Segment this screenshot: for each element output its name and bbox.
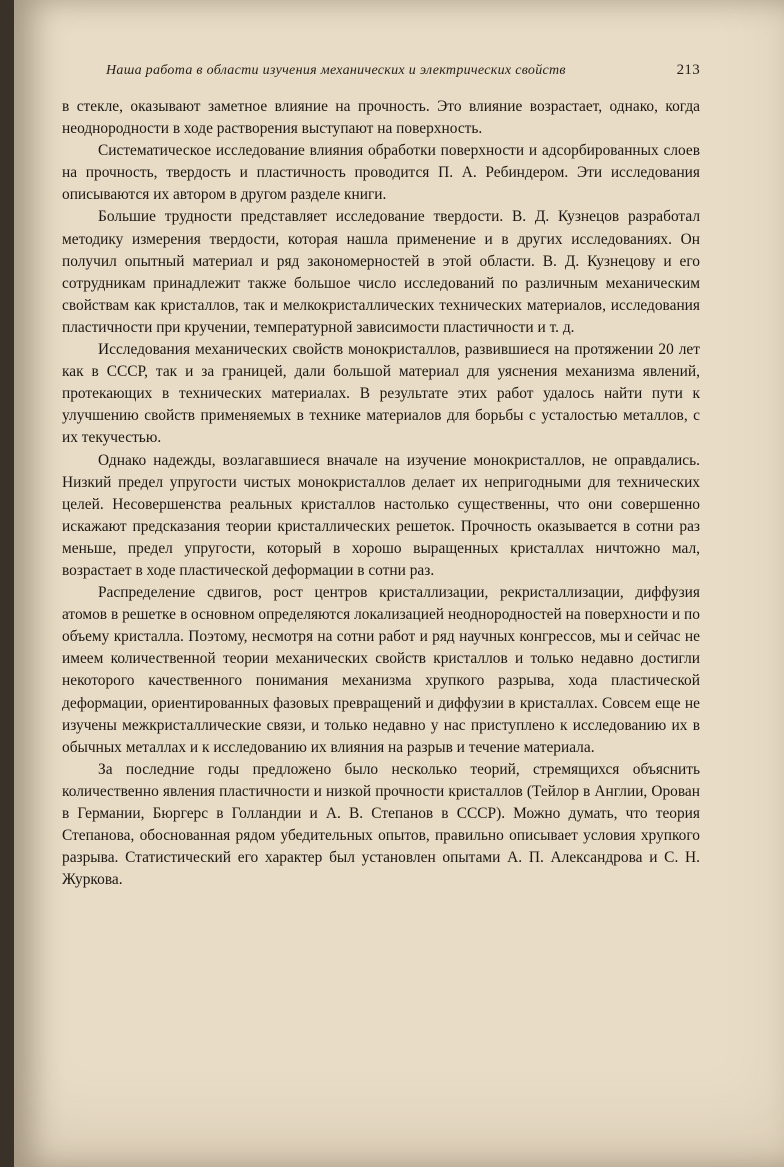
page-number: 213	[676, 62, 700, 78]
running-header	[106, 62, 700, 79]
book-page	[14, 0, 784, 1167]
paragraph: Систематическое исследование влияния обработки поверхности и адсорбированных слоев на прочность, твердость и пластичность проводится П. А. Ребиндером. Эти исследования описываются их автором в другом разделе книги.	[62, 142, 700, 204]
paragraph: Большие трудности представляет исследование твердости. В. Д. Кузнецов разработал методику измерения твердости, которая нашла применение и в других исследованиях. Он получил опытный материал и ряд закономерностей в этой области. В. Д. Кузнецову и его сотрудникам принадлежит также большое число исследований по различным механическим свойствам как кристаллов, так и мелкокристаллических технических материалов, исследования пластичности при кручении, температурной зависимости пластичности и т. д.	[62, 208, 700, 336]
paragraph: Исследования механических свойств монокристаллов, развившиеся на протяжении 20 лет как в СССР, так и за границей, дали большой материал для уяснения механизма явлений, протекающих в технических материалах. В результате этих работ удалось найти пути к улучшению свойств применяемых в технике материалов для борьбы с усталостью металлов, с их текучестью.	[62, 341, 700, 447]
paragraph: Распределение сдвигов, рост центров кристаллизации, рекристаллизации, диффузия атомов в решетке в основном определяются локализацией неоднородностей на поверхности и по объему кристалла. Поэтому, несмотря на сотни работ и ряд научных конгрессов, мы и сейчас не имеем количественной теории механических свойств кристаллов и только недавно достигли некоторого качественного понимания механизма хрупкого разрыва, хода пластической деформации, ориентированных фазовых превращений и диффузии в кристаллах. Совсем еще не изучены межкристаллические связи, и только недавно у нас приступлено к исследованию их в обычных металлах и к исследованию их влияния на разрыв и течение материала.	[62, 584, 700, 756]
page-body	[62, 96, 700, 891]
paragraph: За последние годы предложено было несколько теорий, стремящихся объяснить количественно явления пластичности и низкой прочности кристаллов (Тейлор в Англии, Орован в Германии, Бюргерс в Голландии и А. В. Степанов в СССР). Можно думать, что теория Степанова, обоснованная рядом убедительных опытов, правильно описывает условия хрупкого разрыва. Статистический его характер был установлен опытами А. П. Александрова и С. Н. Журкова.	[62, 760, 700, 889]
paragraph: Однако надежды, возлагавшиеся вначале на изучение монокристаллов, не оправдались. Низкий предел упругости чистых монокристаллов делает их непригодными для технических целей. Несовершенства реальных кристаллов настолько существенны, что они совершенно искажают предсказания теории кристаллических решеток. Прочность оказывается в сотни раз меньше, предел упругости, который в хорошо выращенных кристаллах ничтожно мал, возрастает в ходе пластической деформации в сотни раз.	[62, 451, 700, 579]
header-title: Наша работа в области изучения механических и электрических свойств	[106, 63, 566, 78]
paragraph: в стекле, оказывают заметное влияние на прочность. Это влияние возрастает, однако, когда неоднородности в ходе растворения выступают на поверхность.	[62, 98, 700, 138]
